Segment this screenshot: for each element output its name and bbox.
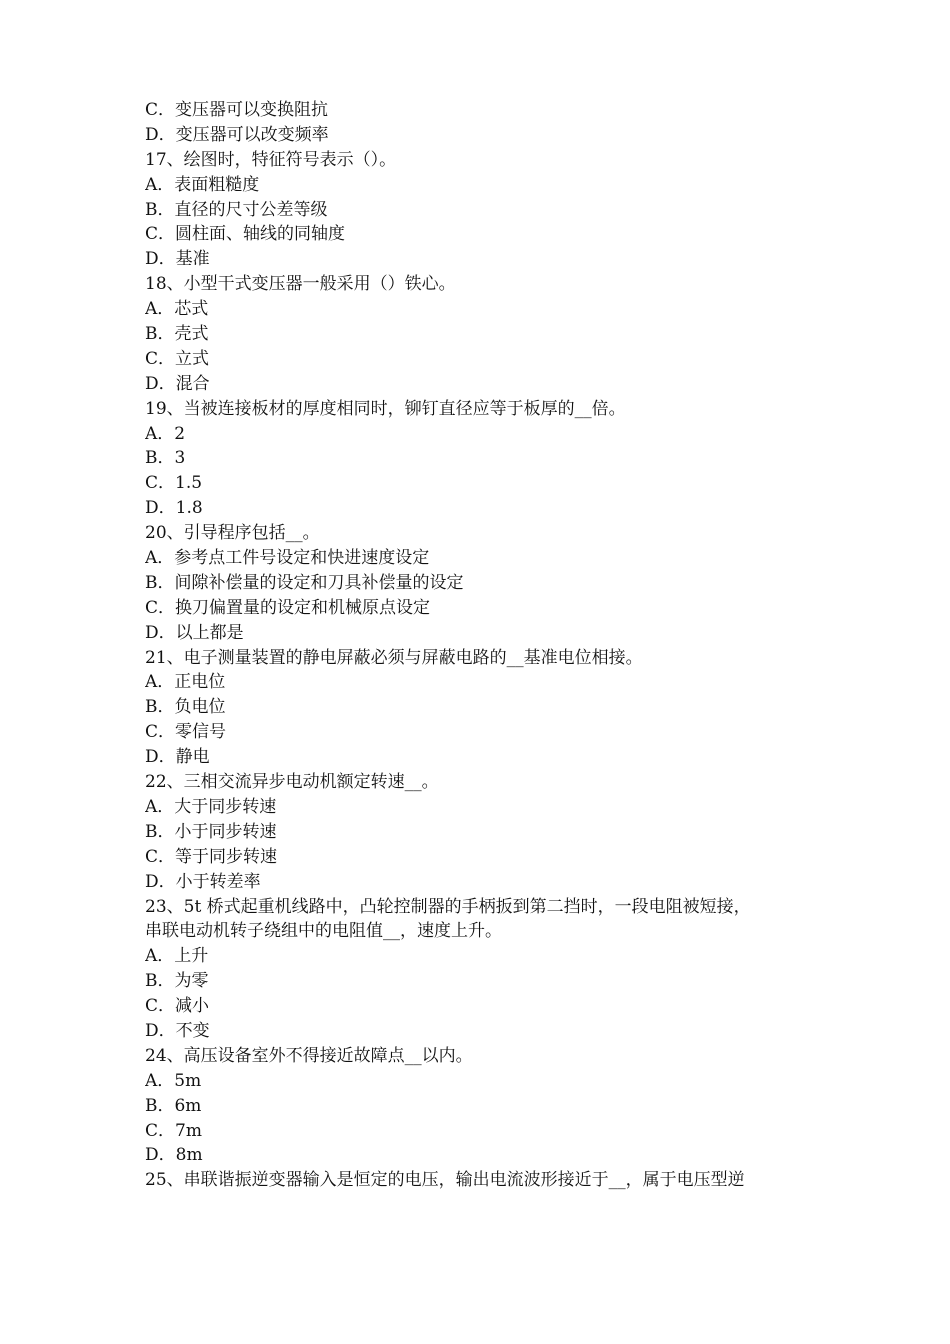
option-line: D．混合 [145, 373, 210, 394]
option-line: C．1.5 [145, 473, 203, 494]
option-line: C．7m [145, 1120, 202, 1141]
question-line: 25、串联谐振逆变器输入是恒定的电压，输出电流波形接近于__，属于电压型逆 [145, 1170, 745, 1191]
option-line: B．小于同步转速 [145, 821, 277, 842]
option-line: D．以上都是 [145, 622, 244, 643]
option-line: B．壳式 [145, 324, 209, 345]
option-line: D．静电 [145, 747, 210, 768]
option-line: A．芯式 [145, 299, 209, 320]
option-line: D．小于转差率 [145, 871, 261, 892]
question-line: 20、引导程序包括__。 [145, 523, 320, 544]
option-line: D．1.8 [145, 498, 203, 519]
question-line: 18、小型干式变压器一般采用（）铁心。 [145, 274, 456, 295]
option-line: B．为零 [145, 971, 209, 992]
option-line: C．零信号 [145, 722, 227, 743]
option-line: C．圆柱面、轴线的同轴度 [145, 224, 346, 245]
option-line: A．参考点工件号设定和快进速度设定 [145, 548, 430, 569]
option-line: B．直径的尺寸公差等级 [145, 199, 328, 220]
document-page [145, 98, 815, 1193]
option-line: B．间隙补偿量的设定和刀具补偿量的设定 [145, 572, 464, 593]
option-line: D．变压器可以改变频率 [145, 124, 329, 145]
option-line: B．负电位 [145, 697, 226, 718]
question-line: 23、5t 桥式起重机线路中，凸轮控制器的手柄扳到第二挡时，一段电阻被短接， [145, 896, 751, 917]
option-line: C．减小 [145, 996, 210, 1017]
option-line: B．3 [145, 448, 186, 469]
option-line: A．表面粗糙度 [145, 174, 260, 195]
option-line: D．不变 [145, 1020, 210, 1041]
option-line: A．正电位 [145, 672, 226, 693]
option-line: A．上升 [145, 946, 209, 967]
question-line: 22、三相交流异步电动机额定转速__。 [145, 772, 439, 793]
option-line: B．6m [145, 1095, 202, 1116]
question-line: 17、绘图时，特征符号表示（）。 [145, 149, 397, 170]
option-line: C．等于同步转速 [145, 846, 278, 867]
option-line: D．8m [145, 1145, 203, 1166]
option-line: A．大于同步转速 [145, 796, 277, 817]
option-line: A．2 [145, 423, 186, 444]
option-line: D．基准 [145, 249, 210, 270]
question-line: 24、高压设备室外不得接近故障点__以内。 [145, 1045, 473, 1066]
question-line-continued: 串联电动机转子绕组中的电阻值__，速度上升。 [145, 921, 502, 942]
option-line: C．变压器可以变换阻抗 [145, 100, 329, 120]
option-line: A．5m [145, 1070, 202, 1091]
option-line: C．立式 [145, 348, 210, 369]
question-line: 19、当被连接板材的厚度相同时，铆钉直径应等于板厚的__倍。 [145, 398, 626, 419]
option-line: C．换刀偏置量的设定和机械原点设定 [145, 597, 431, 618]
question-line: 21、电子测量装置的静电屏蔽必须与屏蔽电路的__基准电位相接。 [145, 647, 643, 668]
